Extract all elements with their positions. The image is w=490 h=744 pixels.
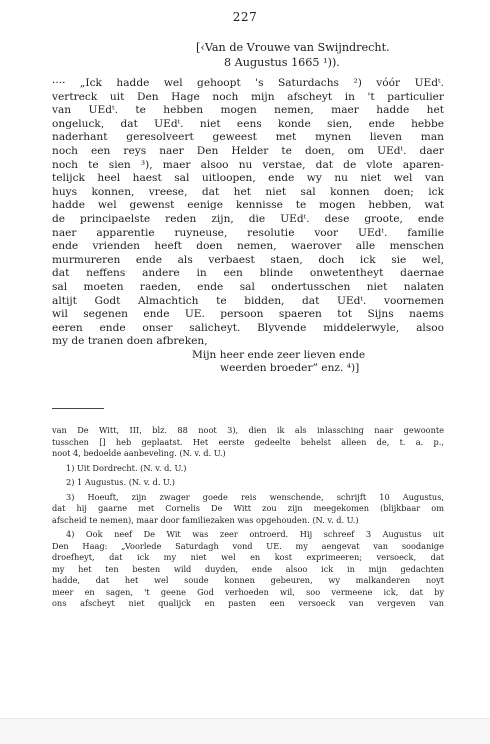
body-line: huys konnen, vreese, dat het niet sal konnen doen; ick	[52, 185, 444, 198]
footnote-2: 2) 1 Augustus. (N. v. d. U.)	[66, 477, 175, 487]
footnote-intro-line: tusschen [] heb geplaatst. Het eerste gedeelte behelst alleen de, t. a. p.,	[52, 436, 444, 447]
body-line: ende vrienden heeft doen nemen, waerover alle menschen	[52, 240, 444, 253]
footnote-3-line: afscheid te nemen), maar door familiezaken was opgehouden. (N. v. d. U.)	[52, 514, 359, 525]
footnote-intro-line: van De Witt, III, blz. 88 noot 3), dien ik als inlassching naar gewoonte	[52, 425, 444, 435]
letter-body	[52, 77, 444, 376]
footnote-divider	[52, 408, 104, 409]
footnote-4-line: Den Haag: „Voorlede Saturdagh vond UE. my aengevat van soodanige	[52, 540, 444, 551]
body-line: altijt Godt Almachtich te bidden, dat UEdᵗ. voornemen	[52, 294, 444, 307]
footnotes	[52, 425, 444, 610]
body-line: ···· „Ick hadde wel gehoopt 's Saturdachs ²) vóór UEdᵗ.	[52, 77, 444, 89]
page-bottom-edge	[0, 718, 490, 744]
body-line: dat neffens andere in een blinde onwetentheyt daernae	[52, 267, 444, 280]
body-line: my de tranen doen afbreken,	[52, 335, 208, 348]
body-line: noch een reys naer Den Helder te doen, om UEdᵗ. daer	[52, 144, 444, 157]
letter-heading	[196, 40, 446, 70]
footnote-4-line: ons afscheyt niet qualijck en pasten een versoeck van vergeven van	[52, 598, 444, 608]
footnote-4-line: hadde, dat het wel soude konnen gebeuren, wy malkanderen noyt	[52, 575, 444, 585]
body-line: telijck heel haest sal uitloopen, ende wy nu niet wel van	[52, 172, 444, 185]
body-line: naer apparentie ruyneuse, resolutie voor UEdᵗ. familie	[52, 226, 444, 239]
footnote-intro-line: noot 4, bedoelde aanbeveling. (N. v. d. U.)	[52, 448, 226, 458]
body-line: van UEdᵗ. te hebben mogen nemen, maer hadde het	[52, 104, 444, 117]
body-line: vertreck uit Den Hage noch mijn afscheyt in 't particulier	[52, 90, 444, 103]
body-line: murmureren ende als verbaest staen, doch ick sie wel,	[52, 253, 444, 266]
body-line: noch te sien ³), maer alsoo nu verstae, dat de vlote aparen-	[52, 158, 444, 171]
closing-line-2: weerden broeder” enz. ⁴)]	[220, 362, 360, 375]
body-line: wil segenen ende UE. persoon spaeren tot Sijns naems	[52, 308, 444, 321]
body-line: sal moeten raeden, ende sal ondertusschen niet nalaten	[52, 280, 444, 293]
footnote-1: 1) Uit Dordrecht. (N. v. d. U.)	[66, 462, 187, 473]
body-line: de principaelste reden zijn, die UEdᵗ. dese groote, ende	[52, 212, 444, 225]
body-line: eeren ende onser salicheyt. Blyvende middelerwyle, alsoo	[52, 321, 444, 334]
footnote-3-line: 3) Hoeuft, zijn zwager goede reis wenschende, schrijft 10 Augustus,	[66, 491, 444, 502]
body-line: ongeluck, dat UEdᵗ. niet eens konde sien, ende hebbe	[52, 117, 444, 130]
closing-line-1: Mijn heer ende zeer lieven ende	[192, 348, 366, 361]
letter-heading-line-1: [‹Van de Vrouwe van Swijndrecht.	[196, 41, 390, 54]
body-line: naderhant geresolveert geweest met mynen lieven man	[52, 131, 444, 144]
footnote-4-line: my het ten besten wild duyden, ende alsoo ick in mijn gedachten	[52, 563, 444, 574]
body-line: hadde wel gewenst eenige kennisse te mogen hebben, wat	[52, 199, 444, 212]
footnote-4-line: droefheyt, dat ick my niet wel en kost exprimeeren; versoeck, dat	[52, 552, 444, 562]
letter-heading-line-2: 8 Augustus 1665 ¹)).	[224, 56, 340, 69]
page-number: 227	[232, 10, 258, 24]
footnote-3-line: dat hij gaarne met Cornelis De Witt zou zijn meegekomen (blijkbaar om	[52, 503, 444, 513]
footnote-4-line: 4) Ook neef De Wit was zeer ontroerd. Hij schreef 3 Augustus uit	[66, 529, 444, 539]
footnote-4-line: meer en sagen, 't geene God verhoeden wil, soo vermeene ick, dat by	[52, 586, 444, 597]
